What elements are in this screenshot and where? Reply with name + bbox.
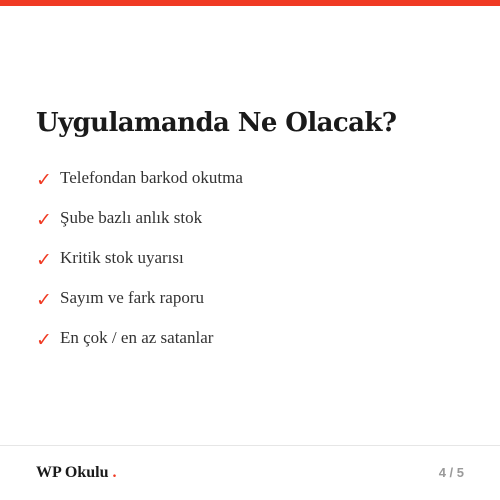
check-icon: ✓ bbox=[36, 328, 52, 351]
checklist-item bbox=[36, 238, 243, 278]
checklist-item-label: Telefondan barkod okutma bbox=[60, 168, 243, 187]
checklist-item bbox=[36, 198, 243, 238]
checklist-item bbox=[36, 158, 243, 198]
check-icon: ✓ bbox=[36, 288, 52, 311]
brand-logo bbox=[36, 464, 116, 482]
checklist-item-label: Şube bazlı anlık stok bbox=[60, 208, 203, 227]
brand-dot: . bbox=[112, 464, 117, 481]
checklist-item bbox=[36, 278, 243, 318]
slide-title: Uygulamanda Ne Olacak? bbox=[36, 108, 397, 138]
checklist-item-label: Sayım ve fark raporu bbox=[60, 288, 204, 307]
check-icon: ✓ bbox=[36, 168, 52, 191]
page-counter: 4 / 5 bbox=[438, 465, 464, 480]
checklist-item bbox=[36, 318, 243, 358]
check-icon: ✓ bbox=[36, 208, 52, 231]
accent-top-bar bbox=[0, 0, 500, 6]
footer-divider bbox=[0, 445, 500, 446]
brand-name: WP Okulu bbox=[36, 464, 109, 481]
checklist-item-label: En çok / en az satanlar bbox=[60, 328, 214, 347]
feature-checklist bbox=[36, 158, 243, 358]
check-icon: ✓ bbox=[36, 248, 52, 271]
checklist-item-label: Kritik stok uyarısı bbox=[60, 248, 184, 267]
